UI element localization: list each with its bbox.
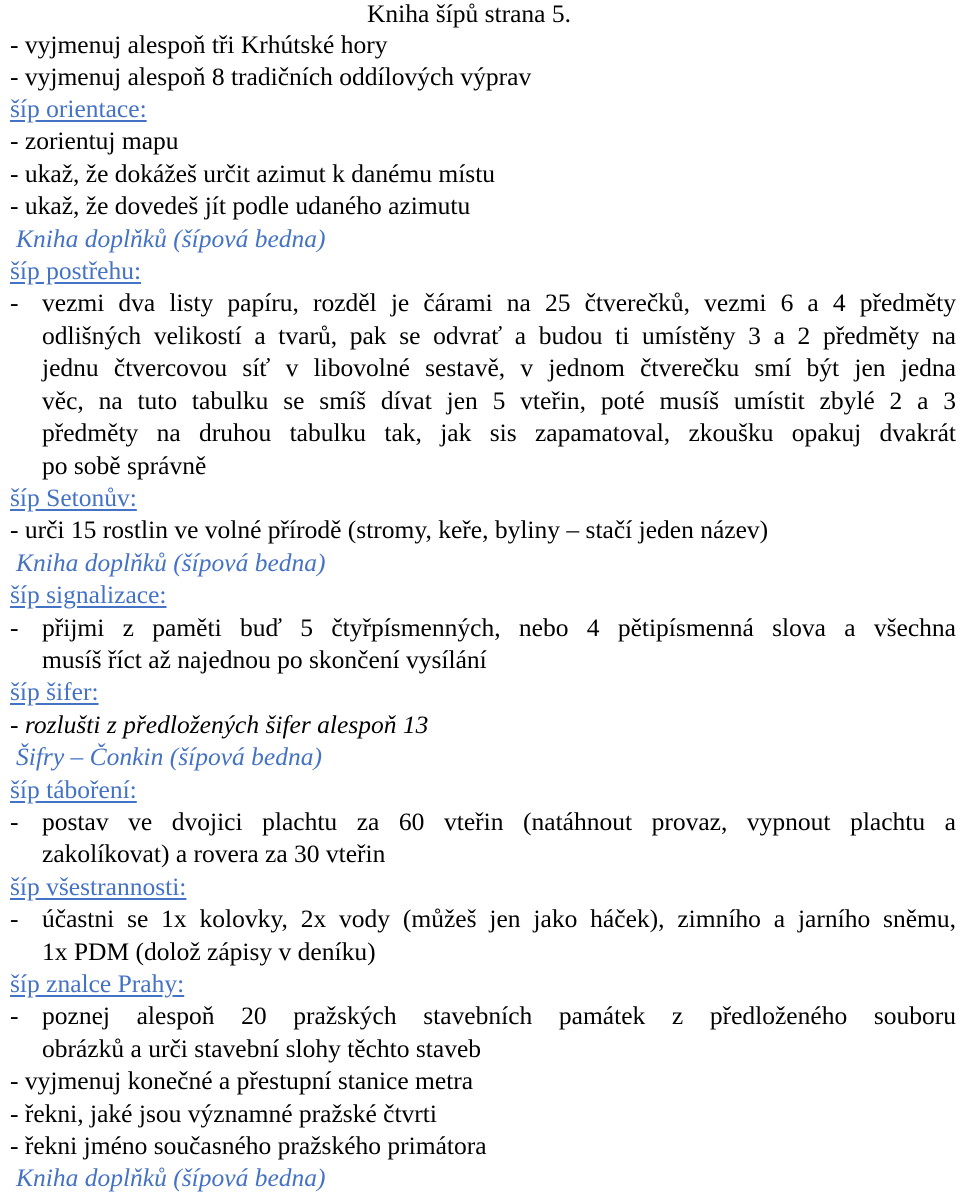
paragraph-line: vezmi dva listy papíru, rozděl je čárami na 25 čtverečků, vezmi 6 a 4 předměty xyxy=(42,288,956,317)
section-heading-vsestrannosti: šíp všestrannosti: xyxy=(10,872,187,901)
dash: - xyxy=(10,710,19,739)
dash: - xyxy=(10,62,19,91)
dash: - xyxy=(10,126,19,155)
page-title: Kniha šípů strana 5. xyxy=(367,0,571,28)
item-text: vyjmenuj alespoň 8 tradičních oddílových výprav xyxy=(24,62,532,91)
section-heading-postrehu: šíp postřehu: xyxy=(10,256,142,285)
list-item xyxy=(10,158,495,190)
dash: - xyxy=(10,1099,19,1128)
item-text: rozlušti z předložených šifer alespoň 13 xyxy=(24,710,429,739)
list-item xyxy=(10,61,531,93)
reference-note: Kniha doplňků (šípová bedna) xyxy=(16,224,326,253)
reference-note: Kniha doplňků (šípová bedna) xyxy=(16,1163,326,1192)
section-heading-prahy: šíp znalce Prahy: xyxy=(10,969,185,998)
dash: - xyxy=(10,191,19,220)
dash: - xyxy=(10,1131,19,1160)
list-item xyxy=(10,514,768,546)
item-text: ukaž, že dovedeš jít podle udaného azimutu xyxy=(24,191,471,220)
item-text: urči 15 rostlin ve volné přírodě (stromy, keře, byliny – stačí jeden název) xyxy=(24,515,769,544)
item-text: zorientuj mapu xyxy=(24,126,179,155)
reference-note: Kniha doplňků (šípová bedna) xyxy=(16,548,326,577)
dash: - xyxy=(10,807,19,836)
dash: - xyxy=(10,515,19,544)
section-heading-sifer: šíp šifer: xyxy=(10,677,99,706)
paragraph-line: jednu čtvercovou síť v libovolné sestavě, v jednom čtverečku smí být jen jedna xyxy=(42,353,956,382)
dash: - xyxy=(10,159,19,188)
paragraph-line: obrázků a urči stavební slohy těchto staveb xyxy=(42,1034,482,1063)
item-text: řekni, jaké jsou významné pražské čtvrti xyxy=(24,1099,437,1128)
paragraph-line: musíš říct až najednou po skončení vysílání xyxy=(42,645,487,674)
list-item xyxy=(10,29,387,61)
dash: - xyxy=(10,30,19,59)
dash: - xyxy=(10,613,19,642)
section-heading-orientace: šíp orientace: xyxy=(10,94,147,123)
paragraph-line: postav ve dvojici plachtu za 60 vteřin (natáhnout provaz, vypnout plachtu a xyxy=(42,807,956,836)
paragraph-line: 1x PDM (dolož zápisy v deníku) xyxy=(42,937,376,966)
list-item xyxy=(10,1130,487,1162)
paragraph-line: poznej alespoň 20 pražských stavebních památek z předloženého souboru xyxy=(42,1001,956,1030)
list-item xyxy=(10,190,470,222)
dash: - xyxy=(10,1001,19,1030)
dash: - xyxy=(10,288,19,317)
item-text: ukaž, že dokážeš určit azimut k danému místu xyxy=(24,159,496,188)
paragraph-line: odlišných velikostí a tvarů, pak se odvrať a budou ti umístěny 3 a 2 předměty na xyxy=(42,321,956,350)
paragraph-line: po sobě správně xyxy=(42,451,207,480)
list-item xyxy=(10,1098,437,1130)
paragraph-line: věc, na tuto tabulku se smíš dívat jen 5 vteřin, poté musíš umístit zbylé 2 a 3 xyxy=(42,386,956,415)
dash: - xyxy=(10,1066,19,1095)
item-text: řekni jméno současného pražského primátora xyxy=(24,1131,487,1160)
list-item xyxy=(10,125,179,157)
section-heading-taboreni: šíp táboření: xyxy=(10,775,137,804)
paragraph-line: přijmi z paměti buď 5 čtyřpísmenných, nebo 4 pětipísmenná slova a všechna xyxy=(42,613,956,642)
section-heading-setonuv: šíp Setonův: xyxy=(10,483,137,512)
list-item xyxy=(10,709,428,741)
list-item xyxy=(10,1065,473,1097)
paragraph-line: předměty na druhou tabulku tak, jak sis zapamatoval, zkoušku opakuj dvakrát xyxy=(42,418,956,447)
item-text: vyjmenuj alespoň tři Krhútské hory xyxy=(24,30,388,59)
item-text: vyjmenuj konečné a přestupní stanice metra xyxy=(24,1066,474,1095)
reference-note: Šifry – Čonkin (šípová bedna) xyxy=(16,742,322,771)
dash: - xyxy=(10,904,19,933)
paragraph-line: zakolíkovat) a rovera za 30 vteřin xyxy=(42,839,386,868)
paragraph-line: účastni se 1x kolovky, 2x vody (můžeš jen jako háček), zimního a jarního sněmu, xyxy=(42,904,956,933)
section-heading-signalizace: šíp signalizace: xyxy=(10,580,167,609)
